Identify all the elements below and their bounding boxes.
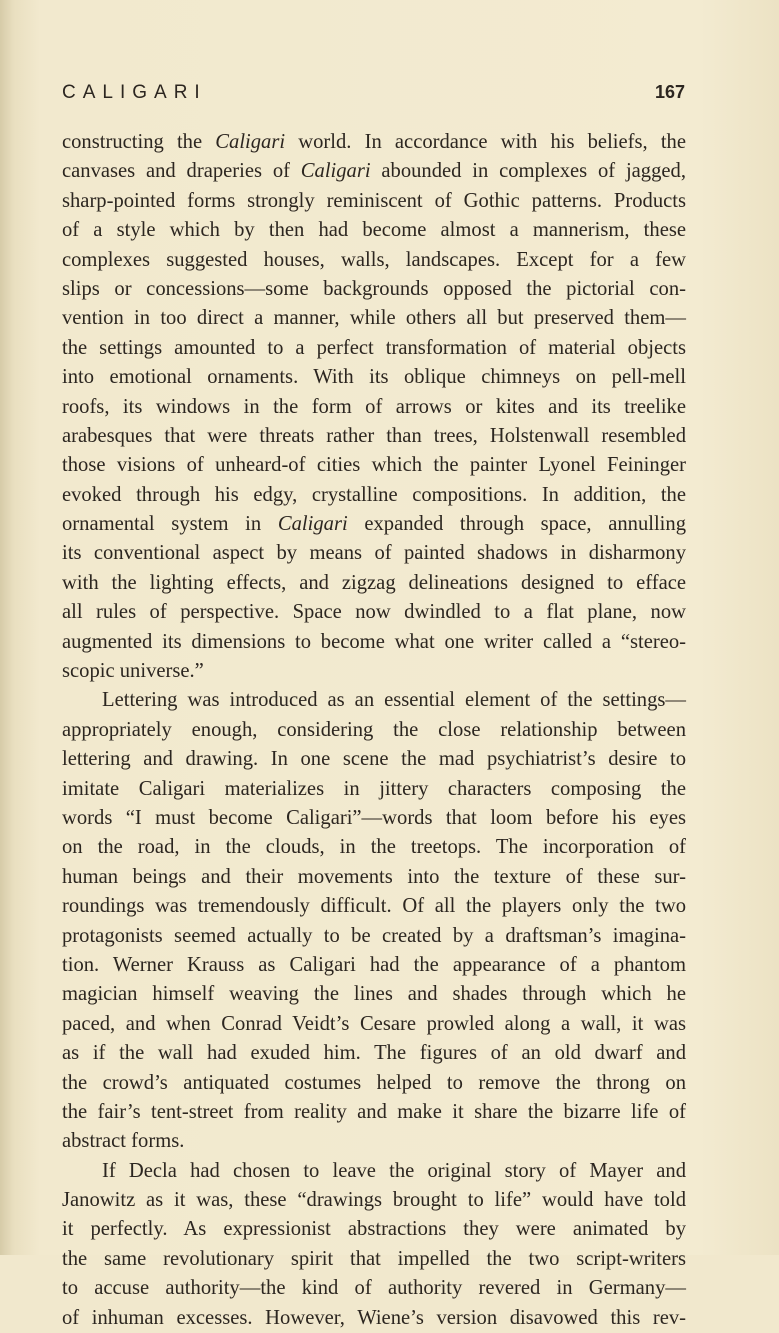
- running-head: CALIGARI: [62, 82, 207, 103]
- italic-title: Caligari: [277, 513, 348, 536]
- text-line: to accuse authority—the kind of authority revered in Germany—: [62, 1277, 686, 1300]
- text-line: of a style which by then had become almost a mannerism, these: [62, 219, 686, 242]
- text-line: roundings was tremendously difficult. Of all the players only the two: [62, 895, 686, 918]
- text-line: sharp-pointed forms strongly reminiscent of Gothic patterns. Products: [62, 189, 686, 212]
- text-line: tion. Werner Krauss as Caligari had the appearance of a phantom: [62, 953, 686, 976]
- text-line: human beings and their movements into the texture of these sur-: [62, 865, 686, 888]
- text-line: Lettering was introduced as an essential element of the settings—: [102, 689, 686, 712]
- text-line: magician himself weaving the lines and shades through which he: [62, 983, 686, 1006]
- text-line: protagonists seemed actually to be created by a draftsman’s imagina-: [62, 924, 686, 947]
- text-line: of inhuman excesses. However, Wiene’s version disavowed this rev-: [62, 1306, 686, 1329]
- text-line: complexes suggested houses, walls, landscapes. Except for a few: [62, 248, 686, 271]
- text-line: canvases and draperies of Caligari abounded in complexes of jagged,: [62, 160, 686, 183]
- italic-title: Caligari: [215, 131, 286, 153]
- text-line: evoked through his edgy, crystalline compositions. In addition, the: [62, 483, 686, 506]
- text-line: constructing the Caligari world. In accordance with his beliefs, the: [62, 131, 686, 153]
- text-line: arabesques that were threats rather than trees, Holstenwall resembled: [62, 424, 686, 447]
- text-line: imitate Caligari materializes in jittery characters composing the: [62, 777, 686, 800]
- text-line: ornamental system in Caligari expanded through space, annulling: [62, 513, 687, 536]
- text-line: scopic universe.”: [62, 660, 204, 683]
- text-line: vention in too direct a manner, while others all but preserved them—: [62, 307, 686, 330]
- text-line: its conventional aspect by means of painted shadows in disharmony: [62, 542, 686, 565]
- text-line: it perfectly. As expressionist abstractions they were animated by: [62, 1218, 686, 1241]
- text-line: roofs, its windows in the form of arrows or kites and its treelike: [62, 395, 686, 418]
- text-line: words “I must become Caligari”—words that loom before his eyes: [62, 806, 686, 829]
- text-line: the fair’s tent-street from reality and make it share the bizarre life of: [62, 1100, 686, 1123]
- text-line: the crowd’s antiquated costumes helped to remove the throng on: [62, 1071, 686, 1094]
- text-line: into emotional ornaments. With its oblique chimneys on pell-mell: [62, 366, 686, 389]
- text-line: as if the wall had exuded him. The figures of an old dwarf and: [62, 1042, 686, 1065]
- text-line: the same revolutionary spirit that impelled the two script-writers: [62, 1247, 686, 1270]
- text-line: If Decla had chosen to leave the original story of Mayer and: [102, 1159, 686, 1182]
- body-text: [62, 128, 686, 1333]
- text-line: paced, and when Conrad Veidt’s Cesare prowled along a wall, it was: [62, 1012, 686, 1035]
- text-line: abstract forms.: [62, 1130, 185, 1153]
- text-line: slips or concessions—some backgrounds opposed the pictorial con-: [62, 277, 686, 300]
- text-line: all rules of perspective. Space now dwindled to a flat plane, now: [62, 601, 686, 624]
- text-line: with the lighting effects, and zigzag delineations designed to efface: [62, 571, 686, 594]
- text-line: the settings amounted to a perfect transformation of material objects: [62, 336, 686, 359]
- text-line: Janowitz as it was, these “drawings brought to life” would have told: [62, 1189, 686, 1212]
- text-line: appropriately enough, considering the close relationship between: [62, 718, 686, 741]
- text-line: augmented its dimensions to become what one writer called a “stereo-: [62, 630, 686, 653]
- page-number: 167: [654, 82, 685, 102]
- text-line: those visions of unheard-of cities which the painter Lyonel Feininger: [62, 454, 686, 477]
- italic-title: Caligari: [300, 160, 371, 183]
- text-line: on the road, in the clouds, in the treetops. The incorporation of: [62, 836, 686, 859]
- text-line: lettering and drawing. In one scene the mad psychiatrist’s desire to: [62, 748, 686, 771]
- page-header: [62, 82, 685, 108]
